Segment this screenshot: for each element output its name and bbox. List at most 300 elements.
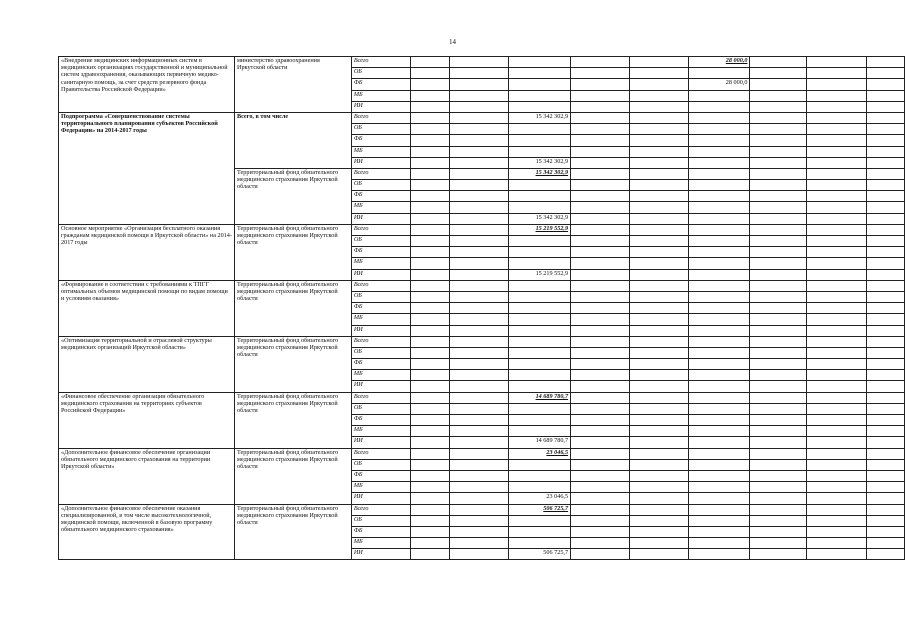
value-cell-c6 (509, 101, 571, 112)
value-cell-c11 (807, 236, 866, 247)
value-cell-c11 (807, 112, 866, 123)
value-cell-c5 (450, 146, 509, 157)
value-cell-c4 (411, 347, 450, 358)
value-cell-c11 (807, 459, 866, 470)
measure-title: Основное мероприятие «Организация бесплатного оказания гражданам медицинской помощи в Иркутской области» на 2014-2017 годы (59, 224, 235, 280)
value-cell-c10 (750, 314, 807, 325)
value-cell-c7 (571, 303, 630, 314)
value-cell-c5 (450, 258, 509, 269)
value-cell-c4 (411, 426, 450, 437)
value-cell-c7 (571, 101, 630, 112)
value-cell-c5 (450, 381, 509, 392)
value-cell-c5 (450, 68, 509, 79)
funding-source-code: ОБ (351, 236, 410, 247)
table-row (59, 224, 905, 235)
funding-source-code: Всего (351, 168, 410, 179)
value-cell-c8 (630, 90, 689, 101)
value-cell-c4 (411, 415, 450, 426)
value-cell-c8 (630, 336, 689, 347)
value-cell-c7 (571, 392, 630, 403)
value-cell-c11 (807, 325, 866, 336)
value-cell-c10 (750, 90, 807, 101)
value-cell-c8 (630, 258, 689, 269)
value-cell-c8 (630, 314, 689, 325)
value-cell-c10 (750, 482, 807, 493)
measure-title: «Финансовое обеспечение организации обязательного медицинского страхования на территориях субъектов Российской Федерации» (59, 392, 235, 448)
value-cell-c5 (450, 549, 509, 560)
value-cell-c6 (509, 57, 571, 68)
value-cell-c7 (571, 437, 630, 448)
value-cell-c9 (689, 370, 750, 381)
value-cell-c5 (450, 504, 509, 515)
value-cell-c7 (571, 493, 630, 504)
value-cell-c8 (630, 291, 689, 302)
value-cell-c12 (866, 135, 905, 146)
value-cell-c7 (571, 135, 630, 146)
value-cell-c12 (866, 515, 905, 526)
value-cell-c10 (750, 392, 807, 403)
value-cell-c8 (630, 101, 689, 112)
value-cell-c9 (689, 213, 750, 224)
value-cell-c10 (750, 269, 807, 280)
value-cell-c6 (509, 291, 571, 302)
value-cell-c7 (571, 515, 630, 526)
value-cell-c5 (450, 325, 509, 336)
value-cell-c9 (689, 146, 750, 157)
value-cell-c10 (750, 258, 807, 269)
funding-source-code: Всего (351, 448, 410, 459)
value-cell-c6 (509, 347, 571, 358)
value-cell-c9 (689, 448, 750, 459)
value-cell-c4 (411, 291, 450, 302)
funding-source-code: ФБ (351, 303, 410, 314)
funding-source-code: ФБ (351, 359, 410, 370)
value-cell-c11 (807, 280, 866, 291)
value-cell-c6 (509, 426, 571, 437)
funding-source-code: МБ (351, 146, 410, 157)
value-cell-c9 (689, 325, 750, 336)
value-cell-c6 (509, 68, 571, 79)
value-cell-c4 (411, 325, 450, 336)
value-cell-c10 (750, 470, 807, 481)
value-cell-c4 (411, 180, 450, 191)
value-cell-c7 (571, 526, 630, 537)
value-cell-c6: 14 689 780,7 (509, 392, 571, 403)
value-cell-c10 (750, 549, 807, 560)
value-cell-c10 (750, 347, 807, 358)
value-cell-c11 (807, 437, 866, 448)
value-cell-c4 (411, 381, 450, 392)
value-cell-c5 (450, 280, 509, 291)
value-cell-c7 (571, 213, 630, 224)
value-cell-c12 (866, 459, 905, 470)
funding-source-code: ОБ (351, 124, 410, 135)
value-cell-c4 (411, 269, 450, 280)
measure-title: «Дополнительное финансовое обеспечение организации обязательного медицинского страхования на территории Иркутской области» (59, 448, 235, 504)
table-row (59, 280, 905, 291)
value-cell-c12 (866, 403, 905, 414)
executor-cell: Территориальный фонд обязательного медицинского страхования Иркутской области (234, 504, 351, 560)
value-cell-c6 (509, 247, 571, 258)
table-row (59, 448, 905, 459)
table-row (59, 504, 905, 515)
value-cell-c9: 28 000,0 (689, 57, 750, 68)
value-cell-c8 (630, 403, 689, 414)
value-cell-c5 (450, 112, 509, 123)
value-cell-c4 (411, 68, 450, 79)
value-cell-c9 (689, 314, 750, 325)
value-cell-c6 (509, 258, 571, 269)
value-cell-c5 (450, 370, 509, 381)
value-cell-c8 (630, 437, 689, 448)
table-row (59, 392, 905, 403)
value-cell-c9 (689, 347, 750, 358)
funding-source-code: МБ (351, 370, 410, 381)
value-cell-c9 (689, 482, 750, 493)
value-cell-c4 (411, 370, 450, 381)
value-cell-c10 (750, 213, 807, 224)
value-cell-c8 (630, 347, 689, 358)
value-cell-c7 (571, 314, 630, 325)
value-cell-c6 (509, 191, 571, 202)
funding-source-code: ФБ (351, 470, 410, 481)
value-cell-c12 (866, 482, 905, 493)
value-cell-c12 (866, 180, 905, 191)
value-cell-c10 (750, 168, 807, 179)
value-cell-c12 (866, 549, 905, 560)
funding-source-code: МБ (351, 90, 410, 101)
value-cell-c10 (750, 157, 807, 168)
value-cell-c12 (866, 202, 905, 213)
value-cell-c9 (689, 68, 750, 79)
value-cell-c11 (807, 224, 866, 235)
value-cell-c7 (571, 280, 630, 291)
value-cell-c5 (450, 314, 509, 325)
value-cell-c5 (450, 247, 509, 258)
value-cell-c11 (807, 258, 866, 269)
value-cell-c5 (450, 448, 509, 459)
value-cell-c6: 506 725,7 (509, 504, 571, 515)
value-cell-c8 (630, 325, 689, 336)
value-cell-c6 (509, 146, 571, 157)
value-cell-c5 (450, 191, 509, 202)
value-cell-c9 (689, 168, 750, 179)
value-cell-c12 (866, 347, 905, 358)
value-cell-c12 (866, 280, 905, 291)
value-cell-c10 (750, 57, 807, 68)
value-cell-c10 (750, 124, 807, 135)
value-cell-c4 (411, 482, 450, 493)
value-cell-c11 (807, 135, 866, 146)
value-cell-c8 (630, 236, 689, 247)
value-cell-c7 (571, 359, 630, 370)
value-cell-c12 (866, 57, 905, 68)
value-cell-c12 (866, 68, 905, 79)
value-cell-c10 (750, 291, 807, 302)
value-cell-c5 (450, 482, 509, 493)
value-cell-c6 (509, 314, 571, 325)
page-number: 14 (449, 38, 456, 46)
value-cell-c6 (509, 482, 571, 493)
executor-cell: Всего, в том числе (234, 112, 351, 168)
value-cell-c12 (866, 504, 905, 515)
funding-source-code: ОБ (351, 347, 410, 358)
value-cell-c9 (689, 538, 750, 549)
value-cell-c9 (689, 549, 750, 560)
funding-source-code: МБ (351, 426, 410, 437)
value-cell-c8 (630, 269, 689, 280)
funding-source-code: ОБ (351, 68, 410, 79)
value-cell-c6 (509, 459, 571, 470)
value-cell-c11 (807, 504, 866, 515)
value-cell-c7 (571, 247, 630, 258)
value-cell-c10 (750, 112, 807, 123)
funding-source-code: ОБ (351, 291, 410, 302)
value-cell-c5 (450, 303, 509, 314)
funding-source-code: Всего (351, 392, 410, 403)
value-cell-c8 (630, 224, 689, 235)
value-cell-c11 (807, 336, 866, 347)
executor-cell: Территориальный фонд обязательного медицинского страхования Иркутской области (234, 392, 351, 448)
value-cell-c6: 15 219 552,9 (509, 269, 571, 280)
value-cell-c6 (509, 202, 571, 213)
value-cell-c8 (630, 280, 689, 291)
value-cell-c8 (630, 392, 689, 403)
value-cell-c9 (689, 504, 750, 515)
value-cell-c12 (866, 157, 905, 168)
funding-source-code: ИИ (351, 381, 410, 392)
value-cell-c8 (630, 247, 689, 258)
value-cell-c10 (750, 180, 807, 191)
value-cell-c8 (630, 515, 689, 526)
value-cell-c5 (450, 213, 509, 224)
value-cell-c9 (689, 426, 750, 437)
value-cell-c7 (571, 90, 630, 101)
funding-source-code: Всего (351, 112, 410, 123)
value-cell-c6 (509, 90, 571, 101)
value-cell-c10 (750, 415, 807, 426)
value-cell-c4 (411, 470, 450, 481)
funding-source-code: Всего (351, 280, 410, 291)
value-cell-c7 (571, 191, 630, 202)
funding-source-code: Всего (351, 336, 410, 347)
value-cell-c12 (866, 303, 905, 314)
value-cell-c9 (689, 124, 750, 135)
value-cell-c5 (450, 124, 509, 135)
value-cell-c4 (411, 224, 450, 235)
value-cell-c5 (450, 538, 509, 549)
value-cell-c9 (689, 180, 750, 191)
value-cell-c4 (411, 515, 450, 526)
value-cell-c5 (450, 459, 509, 470)
value-cell-c12 (866, 90, 905, 101)
funding-source-code: ОБ (351, 180, 410, 191)
value-cell-c7 (571, 426, 630, 437)
value-cell-c5 (450, 415, 509, 426)
value-cell-c5 (450, 392, 509, 403)
value-cell-c12 (866, 247, 905, 258)
value-cell-c9 (689, 236, 750, 247)
funding-source-code: ФБ (351, 135, 410, 146)
value-cell-c7 (571, 549, 630, 560)
value-cell-c7 (571, 403, 630, 414)
value-cell-c8 (630, 124, 689, 135)
value-cell-c6 (509, 79, 571, 90)
measure-title: Подпрограмма «Совершенствование системы территориального планирования субъектов Российской Федерации» на 2014-2017 годы (59, 112, 235, 224)
value-cell-c6: 23 046,5 (509, 448, 571, 459)
value-cell-c12 (866, 224, 905, 235)
value-cell-c8 (630, 191, 689, 202)
value-cell-c9 (689, 135, 750, 146)
value-cell-c7 (571, 291, 630, 302)
funding-source-code: ФБ (351, 191, 410, 202)
value-cell-c11 (807, 403, 866, 414)
value-cell-c7 (571, 336, 630, 347)
value-cell-c7 (571, 258, 630, 269)
value-cell-c11 (807, 392, 866, 403)
value-cell-c11 (807, 157, 866, 168)
value-cell-c11 (807, 526, 866, 537)
executor-cell: Территориальный фонд обязательного медицинского страхования Иркутской области (234, 224, 351, 280)
value-cell-c9 (689, 101, 750, 112)
value-cell-c9 (689, 437, 750, 448)
value-cell-c4 (411, 101, 450, 112)
value-cell-c10 (750, 303, 807, 314)
value-cell-c6: 15 342 302,9 (509, 168, 571, 179)
value-cell-c8 (630, 370, 689, 381)
value-cell-c7 (571, 482, 630, 493)
executor-cell: Территориальный фонд обязательного медицинского страхования Иркутской области (234, 168, 351, 224)
value-cell-c10 (750, 280, 807, 291)
value-cell-c6: 23 046,5 (509, 493, 571, 504)
value-cell-c10 (750, 359, 807, 370)
value-cell-c7 (571, 236, 630, 247)
value-cell-c11 (807, 381, 866, 392)
funding-source-code: ИИ (351, 213, 410, 224)
value-cell-c7 (571, 112, 630, 123)
value-cell-c5 (450, 236, 509, 247)
funding-source-code: ИИ (351, 325, 410, 336)
value-cell-c12 (866, 146, 905, 157)
value-cell-c4 (411, 459, 450, 470)
value-cell-c4 (411, 124, 450, 135)
value-cell-c11 (807, 448, 866, 459)
value-cell-c4 (411, 112, 450, 123)
value-cell-c4 (411, 538, 450, 549)
value-cell-c12 (866, 381, 905, 392)
funding-source-code: ФБ (351, 415, 410, 426)
value-cell-c9 (689, 247, 750, 258)
value-cell-c7 (571, 538, 630, 549)
funding-source-code: ФБ (351, 79, 410, 90)
value-cell-c10 (750, 538, 807, 549)
value-cell-c5 (450, 168, 509, 179)
executor-cell: министерство здравоохранения Иркутской области (234, 57, 351, 113)
value-cell-c7 (571, 57, 630, 68)
value-cell-c4 (411, 280, 450, 291)
value-cell-c11 (807, 124, 866, 135)
value-cell-c11 (807, 213, 866, 224)
value-cell-c10 (750, 146, 807, 157)
funding-source-code: МБ (351, 202, 410, 213)
value-cell-c9 (689, 415, 750, 426)
value-cell-c11 (807, 146, 866, 157)
value-cell-c9 (689, 112, 750, 123)
value-cell-c4 (411, 549, 450, 560)
value-cell-c8 (630, 359, 689, 370)
value-cell-c11 (807, 79, 866, 90)
executor-cell: Территориальный фонд обязательного медицинского страхования Иркутской области (234, 280, 351, 336)
value-cell-c8 (630, 459, 689, 470)
measure-title: «Дополнительное финансовое обеспечение оказания специализированной, в том числе высокотехнологичной, медицинской помощи, включенной в базовую программу обязательного медицинского страхования» (59, 504, 235, 560)
value-cell-c6: 15 342 302,9 (509, 213, 571, 224)
value-cell-c7 (571, 325, 630, 336)
value-cell-c11 (807, 415, 866, 426)
value-cell-c5 (450, 224, 509, 235)
value-cell-c4 (411, 258, 450, 269)
funding-source-code: ИИ (351, 101, 410, 112)
executor-cell: Территориальный фонд обязательного медицинского страхования Иркутской области (234, 336, 351, 392)
value-cell-c7 (571, 381, 630, 392)
value-cell-c8 (630, 470, 689, 481)
value-cell-c8 (630, 493, 689, 504)
value-cell-c8 (630, 79, 689, 90)
value-cell-c10 (750, 426, 807, 437)
value-cell-c12 (866, 493, 905, 504)
value-cell-c10 (750, 526, 807, 537)
value-cell-c6 (509, 135, 571, 146)
funding-source-code: ОБ (351, 459, 410, 470)
value-cell-c4 (411, 168, 450, 179)
value-cell-c8 (630, 157, 689, 168)
value-cell-c6 (509, 124, 571, 135)
value-cell-c8 (630, 538, 689, 549)
funding-source-code: МБ (351, 314, 410, 325)
funding-source-code: ФБ (351, 247, 410, 258)
value-cell-c6 (509, 381, 571, 392)
value-cell-c10 (750, 493, 807, 504)
value-cell-c11 (807, 470, 866, 481)
value-cell-c12 (866, 168, 905, 179)
value-cell-c5 (450, 403, 509, 414)
value-cell-c11 (807, 426, 866, 437)
value-cell-c8 (630, 526, 689, 537)
value-cell-c6 (509, 359, 571, 370)
value-cell-c9 (689, 403, 750, 414)
value-cell-c11 (807, 101, 866, 112)
value-cell-c12 (866, 79, 905, 90)
value-cell-c8 (630, 146, 689, 157)
value-cell-c8 (630, 68, 689, 79)
value-cell-c7 (571, 347, 630, 358)
value-cell-c4 (411, 493, 450, 504)
value-cell-c11 (807, 347, 866, 358)
value-cell-c6 (509, 180, 571, 191)
value-cell-c4 (411, 392, 450, 403)
value-cell-c6: 506 725,7 (509, 549, 571, 560)
value-cell-c10 (750, 448, 807, 459)
funding-source-code: ИИ (351, 269, 410, 280)
value-cell-c11 (807, 515, 866, 526)
value-cell-c4 (411, 157, 450, 168)
value-cell-c9 (689, 90, 750, 101)
value-cell-c10 (750, 79, 807, 90)
value-cell-c9 (689, 515, 750, 526)
value-cell-c9 (689, 470, 750, 481)
value-cell-c6 (509, 280, 571, 291)
value-cell-c11 (807, 68, 866, 79)
value-cell-c6 (509, 526, 571, 537)
